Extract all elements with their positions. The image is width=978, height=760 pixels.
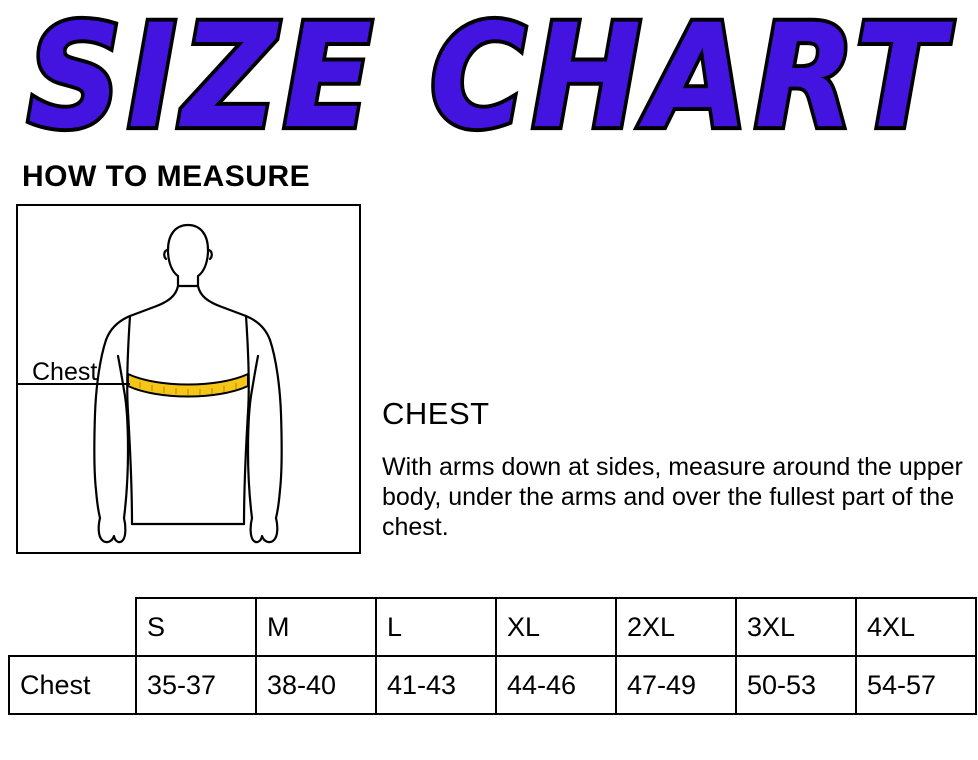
cell-chest-xl: 44-46 <box>496 656 616 714</box>
table-header-s: S <box>136 598 256 656</box>
table-header-xl: XL <box>496 598 616 656</box>
how-to-measure-heading: HOW TO MEASURE <box>22 160 311 193</box>
table-header-m: M <box>256 598 376 656</box>
table-corner-cell <box>9 598 136 656</box>
page-title <box>0 0 978 161</box>
table-row <box>9 656 976 714</box>
size-table <box>8 597 977 715</box>
cell-chest-m: 38-40 <box>256 656 376 714</box>
cell-chest-2xl: 47-49 <box>616 656 736 714</box>
cell-chest-3xl: 50-53 <box>736 656 856 714</box>
table-header-3xl: 3XL <box>736 598 856 656</box>
table-header-2xl: 2XL <box>616 598 736 656</box>
row-label-chest: Chest <box>9 656 136 714</box>
tape-measure-icon <box>128 374 248 397</box>
cell-chest-l: 41-43 <box>376 656 496 714</box>
cell-chest-4xl: 54-57 <box>856 656 976 714</box>
table-header-row <box>9 598 976 656</box>
description-body: With arms down at sides, measure around the upper body, under the arms and over the fullest part of the chest. <box>382 453 963 541</box>
table-header-l: L <box>376 598 496 656</box>
page-title-text: SIZE CHART <box>27 0 951 161</box>
table-header-4xl: 4XL <box>856 598 976 656</box>
cell-chest-s: 35-37 <box>136 656 256 714</box>
description-title: CHEST <box>382 396 490 431</box>
diagram-chest-label: Chest <box>32 358 98 386</box>
